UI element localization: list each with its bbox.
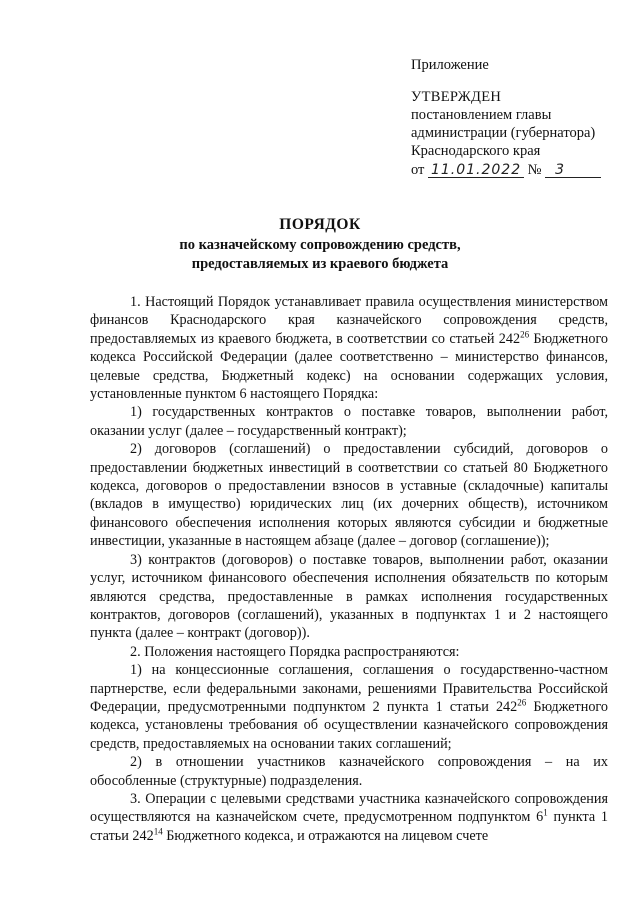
title-line-2: предоставляемых из краевого бюджета bbox=[191, 256, 449, 272]
from-label: от bbox=[411, 162, 425, 178]
text-run: 3. Операции с целевыми средствами участника казначейского сопровождения осуществляются на казначейском счете, предусмотренном подпунктом 6 bbox=[90, 790, 608, 826]
date-number-line bbox=[411, 161, 611, 179]
title-line-1: по казначейскому сопровождению средств, bbox=[179, 237, 461, 253]
text-run: 1) на концессионные соглашения, соглашения о государственно-частном партнерстве, если федеральными законами, решениями Правительства Российской Федерации, предусмотренными подпунктом 2 пункта 1 статьи 242 bbox=[90, 662, 608, 715]
approval-line: администрации (губернатора) bbox=[411, 125, 596, 141]
approved-label: УТВЕРЖДЕН bbox=[411, 89, 502, 105]
superscript: 26 bbox=[520, 329, 530, 340]
appendix-label: Приложение bbox=[411, 57, 489, 73]
paragraph-2-item-1 bbox=[90, 661, 608, 753]
superscript: 14 bbox=[153, 826, 163, 837]
approval-line: постановлением главы bbox=[411, 107, 552, 123]
paragraph-1-item-3: 3) контрактов (договоров) о поставке товаров, выполнении работ, оказании услуг, источником финансового обеспечения исполнения обязательств по которым являются средства, предоставленные в рамках исполнения государственных контрактов, договоров (соглашений), указанных в подпунктах 1 и 2 настоящего пункта (далее – контракт (договор)). bbox=[90, 551, 608, 642]
text-run: Бюджетного кодекса, и отражаются на лицевом счете bbox=[162, 827, 489, 844]
superscript: 1 bbox=[543, 807, 548, 818]
handwritten-number: 3 bbox=[545, 163, 601, 178]
text-run: 1. Настоящий Порядок устанавливает правила осуществления министерством финансов Краснодарского края казначейского сопровождения средств, предоставляемых из краевого бюджета, в соответствии со статьей 242 bbox=[90, 294, 608, 347]
paragraph-2-item-2: 2) в отношении участников казначейского сопровождения – на их обособленные (структурные) подразделения. bbox=[90, 754, 608, 789]
paragraph-2: 2. Положения настоящего Порядка распространяются: bbox=[130, 643, 460, 660]
number-label: № bbox=[527, 162, 542, 178]
approval-line: Краснодарского края bbox=[411, 143, 541, 159]
text-run: Бюджетного кодекса, установлены требования об осуществлении казначейского сопровождения средств, предоставляемых на основании таких соглашений; bbox=[90, 698, 608, 752]
paragraph-1-item-1: 1) государственных контрактов о поставке товаров, выполнении работ, оказании услуг (далее – государственный контракт); bbox=[90, 404, 608, 439]
superscript: 26 bbox=[517, 697, 527, 708]
approval-block bbox=[411, 56, 611, 179]
paragraph-1 bbox=[90, 293, 608, 403]
handwritten-date: 11.01.2022 bbox=[428, 163, 524, 178]
document-body bbox=[90, 293, 608, 845]
paragraph-1-item-2: 2) договоров (соглашений) о предоставлении субсидий, договоров о предоставлении бюджетных инвестиций в соответствии со статьей 80 Бюджетного кодекса, договоров о предоставлении взносов в уставные (складочные) капиталы (вкладов в имущество) юридических лиц (их дочерних обществ), источником финансового обеспечения исполнения которых являются субсидии и бюджетные инвестиции, указанные в настоящем абзаце (далее – договор (соглашение)); bbox=[90, 441, 608, 550]
text-run: Бюджетного кодекса Российской Федерации (далее соответственно – министерство финансов, целевые средства, Бюджетный кодекс) на основании содержащих условия, установленные пунктом 6 настоящего Порядка: bbox=[90, 330, 609, 403]
title-main: ПОРЯДОК bbox=[279, 216, 361, 233]
text-run: пункта 1 статьи 242 bbox=[90, 809, 609, 844]
paragraph-3 bbox=[90, 790, 608, 845]
document-title bbox=[0, 215, 640, 274]
